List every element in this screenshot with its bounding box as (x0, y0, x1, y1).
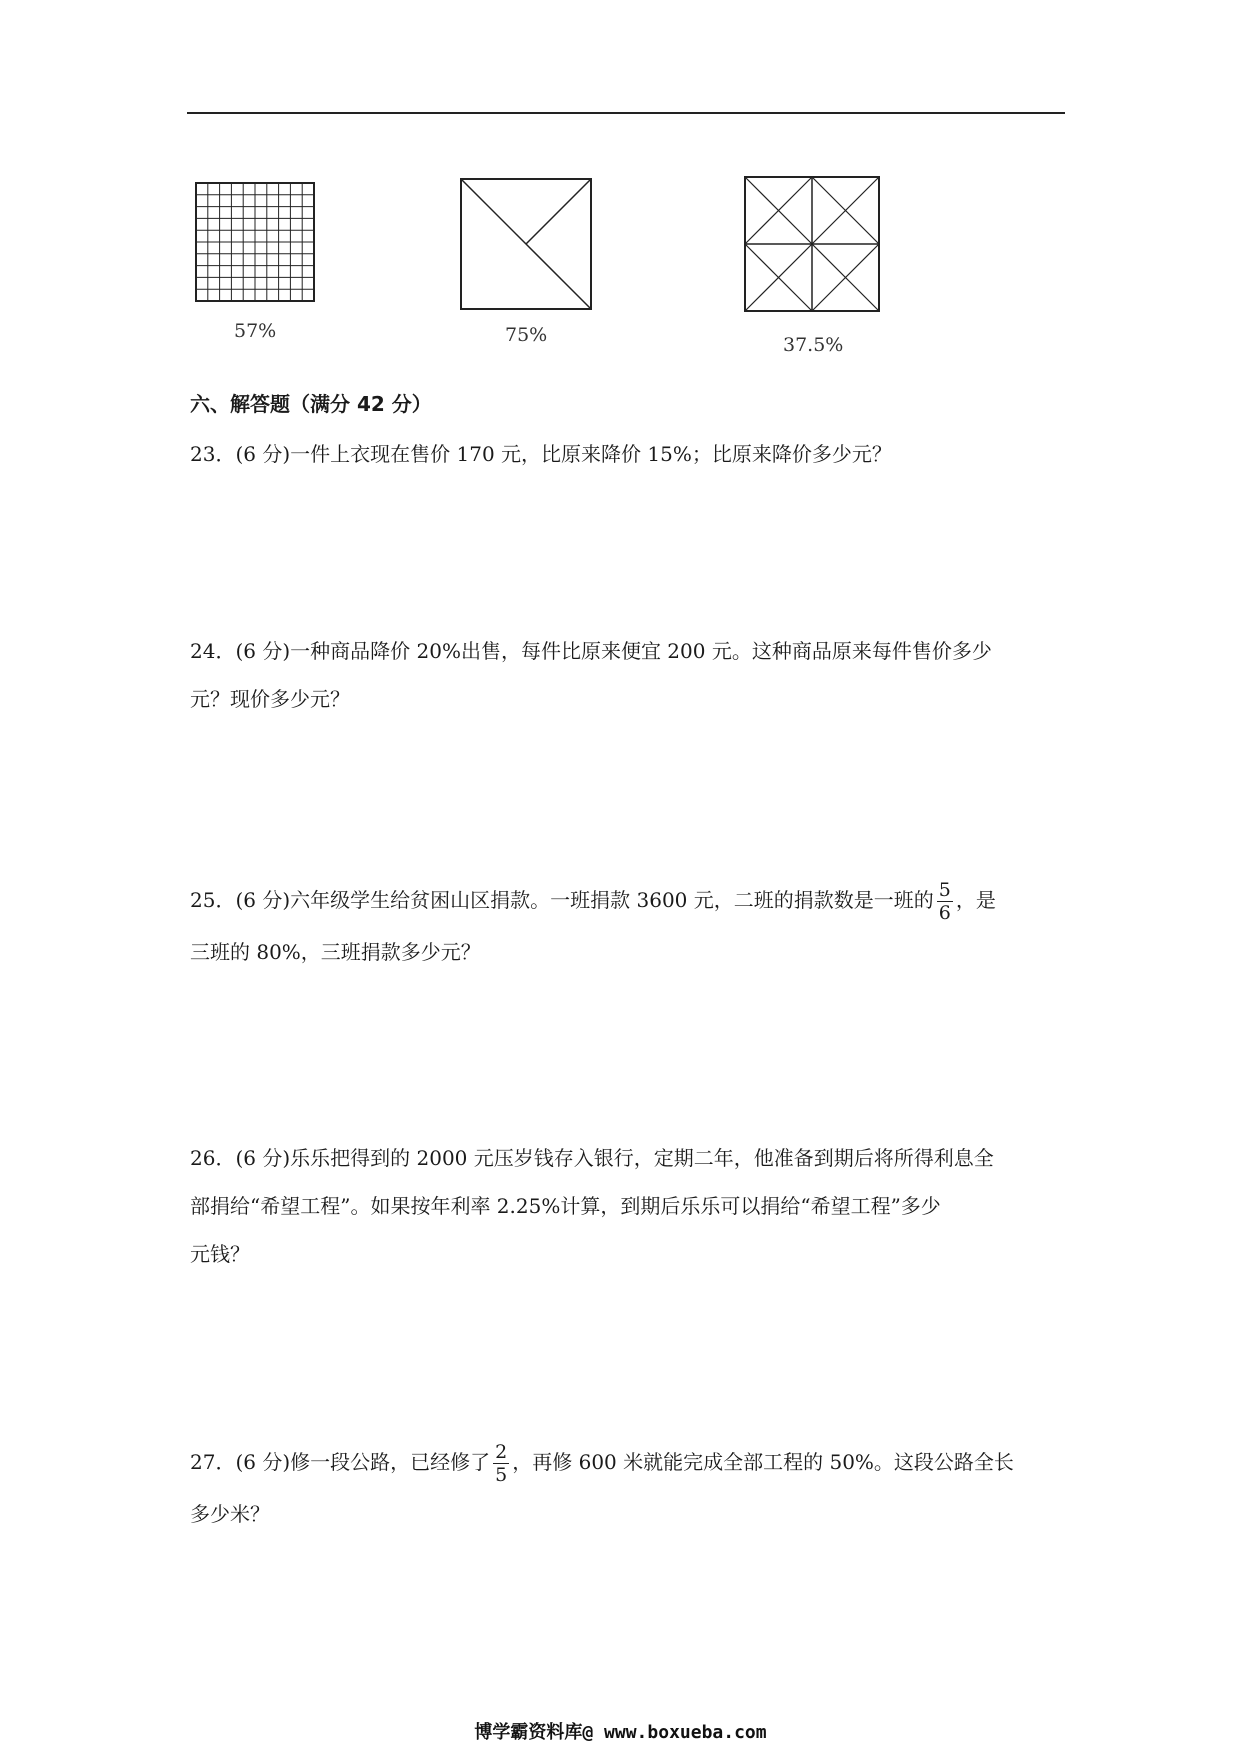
question-26-line-2: 部捐给“希望工程”。如果按年利率 2.25%计算，到期后乐乐可以捐给“希望工程”多少 (190, 1194, 941, 1218)
question-25-text-a: 25．(6 分)六年级学生给贫困山区捐款。一班捐款 3600 元，二班的捐款数是一班的 (190, 888, 934, 912)
diagonal-square-diagram (460, 178, 592, 310)
figure-3-caption: 37.5% (783, 334, 844, 356)
section-title: 六、解答题（满分 42 分） (190, 392, 432, 416)
question-27-line-1 (190, 1438, 1070, 1486)
fraction-numerator: 2 (495, 1441, 508, 1463)
question-26 (190, 1134, 1070, 1278)
top-rule (187, 112, 1065, 114)
question-27-text-a: 27．(6 分)修一段公路，已经修了 (190, 1450, 491, 1474)
crossed-squares-diagram (744, 176, 880, 312)
figure-crossed-squares (744, 176, 880, 312)
question-26-line-1: 26．(6 分)乐乐把得到的 2000 元压岁钱存入银行，定期二年，他准备到期后将所得利息全 (190, 1146, 994, 1170)
fraction-two-fifths (493, 1441, 509, 1486)
question-27-line-2: 多少米？ (190, 1502, 270, 1526)
fraction-denominator: 5 (495, 1464, 508, 1486)
question-25-line-2: 三班的 80%，三班捐款多少元？ (190, 940, 481, 964)
grid-10x10-diagram (195, 182, 315, 302)
question-25-text-b: ，是 (955, 888, 996, 912)
question-24 (190, 627, 1070, 723)
question-26-line-3: 元钱？ (190, 1242, 250, 1266)
figure-diagonal-square (460, 178, 592, 310)
fraction-denominator: 6 (938, 902, 951, 924)
question-24-line-1: 24．(6 分)一种商品降价 20%出售，每件比原来便宜 200 元。这种商品原来每件售价多少 (190, 639, 992, 663)
question-25 (190, 876, 1070, 976)
question-27-text-b: ，再修 600 米就能完成全部工程的 50%。这段公路全长 (512, 1450, 1014, 1474)
question-27 (190, 1438, 1070, 1538)
question-23-line-1: 23．(6 分)一件上衣现在售价 170 元，比原来降价 15%；比原来降价多少元？ (190, 442, 892, 466)
fraction-five-sixths (937, 879, 953, 924)
figure-2-caption: 75% (505, 324, 548, 346)
figure-1-caption: 57% (234, 320, 277, 342)
question-24-line-2: 元？现价多少元？ (190, 687, 350, 711)
figure-grid (195, 182, 315, 302)
footer-watermark: 博学霸资料库@ www.boxueba.com (474, 1722, 767, 1743)
question-23 (190, 430, 1070, 478)
question-25-line-1 (190, 876, 1070, 924)
fraction-numerator: 5 (938, 879, 951, 901)
